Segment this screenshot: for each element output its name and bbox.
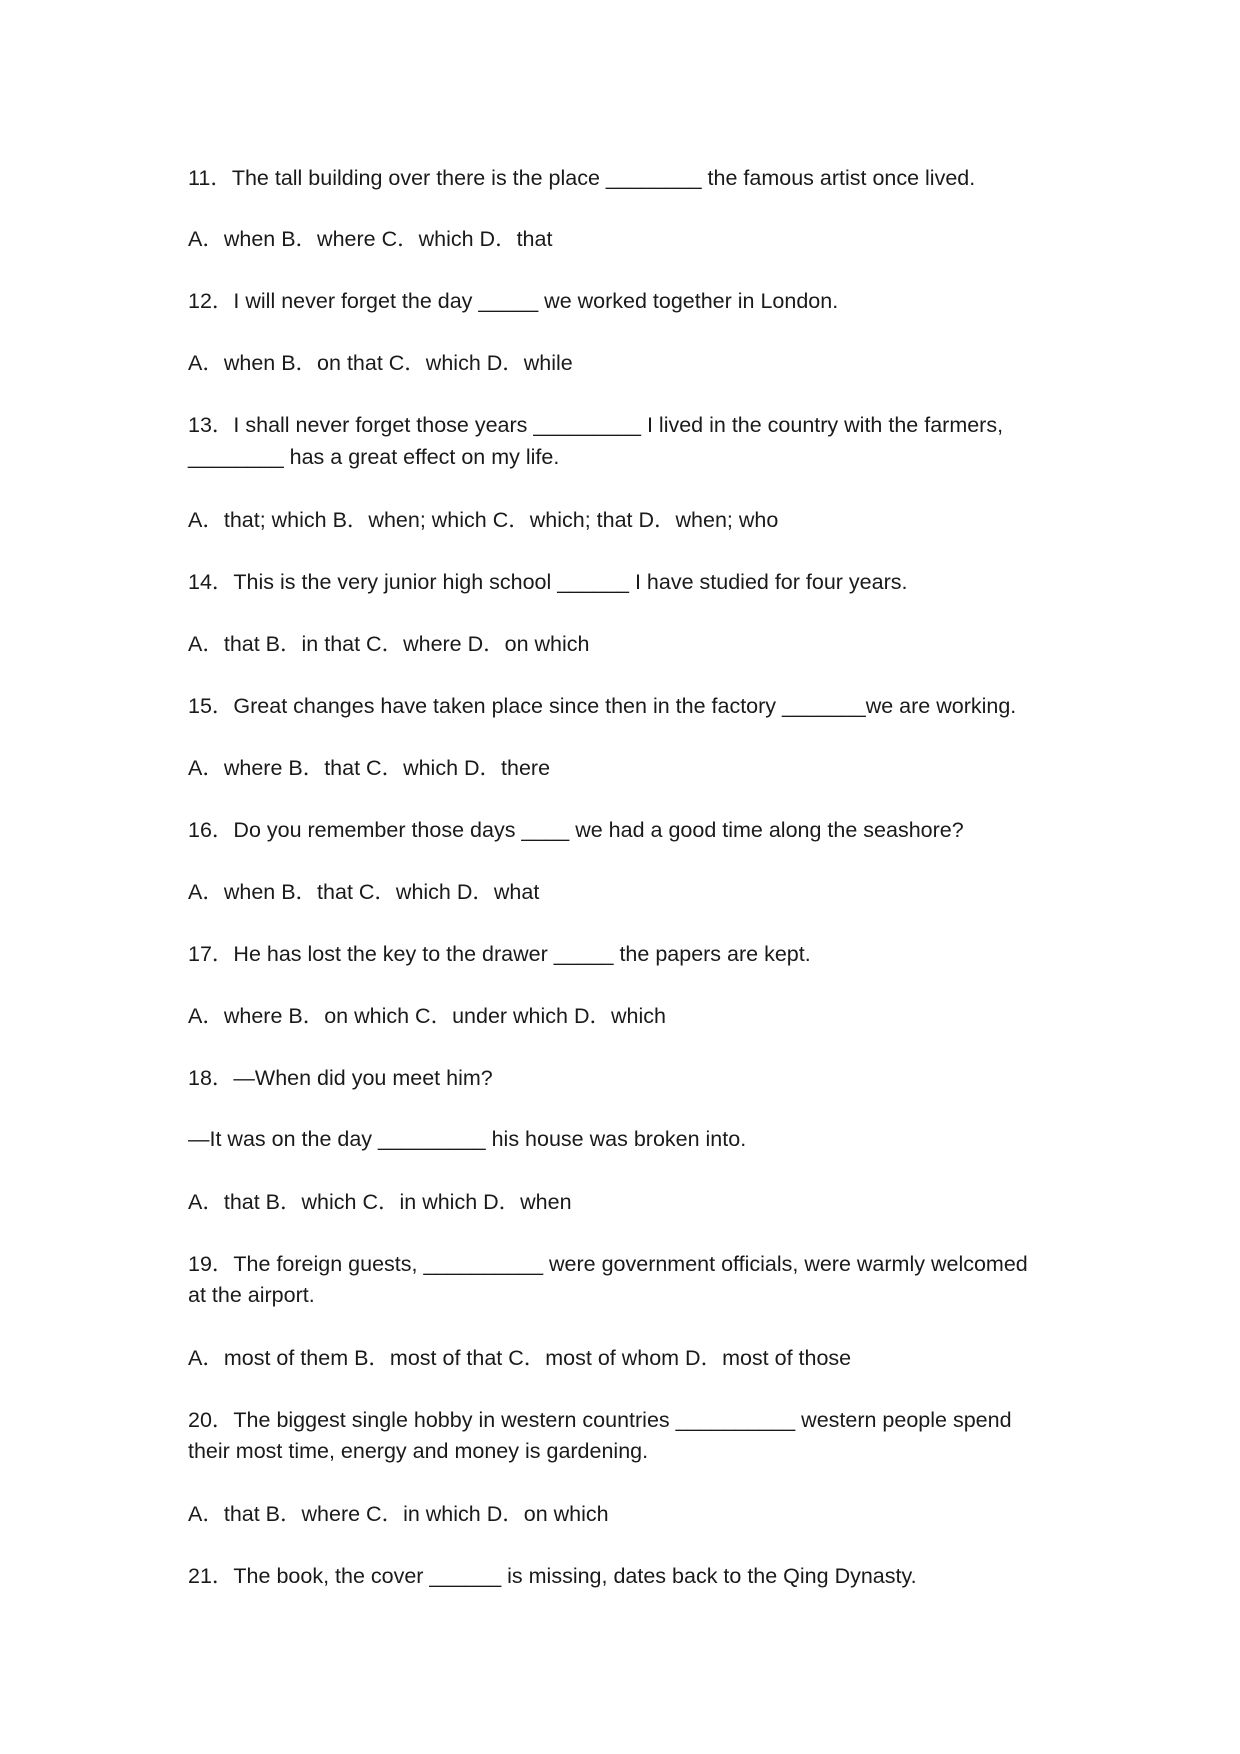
question-stem: Do you remember those days ____ we had a good time along the seashore? bbox=[233, 818, 964, 842]
question-20-continuation: their most time, energy and money is gardening. bbox=[188, 1439, 649, 1463]
question-stem: The book, the cover ______ is missing, dates back to the Qing Dynasty. bbox=[233, 1564, 917, 1588]
question-18-reply: —It was on the day _________ his house was broken into. bbox=[188, 1127, 747, 1151]
question-21 bbox=[188, 1561, 1068, 1592]
question-14-options: A．that B．in that C．where D．on which bbox=[188, 632, 590, 656]
question-13-continuation: ________ has a great effect on my life. bbox=[188, 445, 560, 469]
question-14 bbox=[188, 567, 1068, 598]
question-stem: —When did you meet him? bbox=[233, 1066, 493, 1090]
question-11 bbox=[188, 163, 1068, 194]
question-17-options: A．where B．on which C．under which D．which bbox=[188, 1004, 666, 1028]
question-number: 11． bbox=[188, 166, 232, 190]
question-20 bbox=[188, 1405, 1068, 1436]
question-stem-line-1: The foreign guests, __________ were government officials, were warmly welcomed bbox=[233, 1252, 1028, 1276]
question-17 bbox=[188, 939, 1068, 970]
question-number: 20． bbox=[188, 1408, 234, 1432]
question-16 bbox=[188, 815, 1068, 846]
question-13 bbox=[188, 410, 1068, 441]
question-19-options: A．most of them B．most of that C．most of whom D．most of those bbox=[188, 1346, 852, 1370]
question-11-options: A．when B．where C．which D．that bbox=[188, 227, 553, 251]
question-19-continuation: at the airport. bbox=[188, 1283, 315, 1307]
question-18 bbox=[188, 1063, 1068, 1094]
question-number: 17． bbox=[188, 942, 234, 966]
question-number: 14． bbox=[188, 570, 234, 594]
question-20-options: A．that B．where C．in which D．on which bbox=[188, 1502, 609, 1526]
question-number: 18． bbox=[188, 1066, 234, 1090]
question-number: 19． bbox=[188, 1252, 234, 1276]
question-12 bbox=[188, 286, 1068, 317]
question-number: 15． bbox=[188, 694, 234, 718]
question-stem: This is the very junior high school ______ I have studied for four years. bbox=[233, 570, 908, 594]
question-number: 21． bbox=[188, 1564, 234, 1588]
question-13-options: A．that; which B．when; which C．which; that D．when; who bbox=[188, 508, 779, 532]
question-stem-line-1: The biggest single hobby in western countries __________ western people spend bbox=[233, 1408, 1012, 1432]
question-number: 16． bbox=[188, 818, 234, 842]
question-stem: He has lost the key to the drawer _____ the papers are kept. bbox=[233, 942, 811, 966]
question-stem-line-1: I shall never forget those years _________ I lived in the country with the farmers, bbox=[233, 413, 1004, 437]
question-16-options: A．when B．that C．which D．what bbox=[188, 880, 540, 904]
question-15-options: A．where B．that C．which D．there bbox=[188, 756, 551, 780]
question-19 bbox=[188, 1249, 1068, 1280]
question-15 bbox=[188, 691, 1068, 722]
question-stem: Great changes have taken place since then in the factory _______we are working. bbox=[233, 694, 1017, 718]
question-12-options: A．when B．on that C．which D．while bbox=[188, 351, 573, 375]
question-stem: I will never forget the day _____ we worked together in London. bbox=[233, 289, 839, 313]
question-stem: The tall building over there is the place ________ the famous artist once lived. bbox=[231, 166, 976, 190]
question-number: 13． bbox=[188, 413, 234, 437]
question-18-options: A．that B．which C．in which D．when bbox=[188, 1190, 572, 1214]
question-number: 12． bbox=[188, 289, 234, 313]
